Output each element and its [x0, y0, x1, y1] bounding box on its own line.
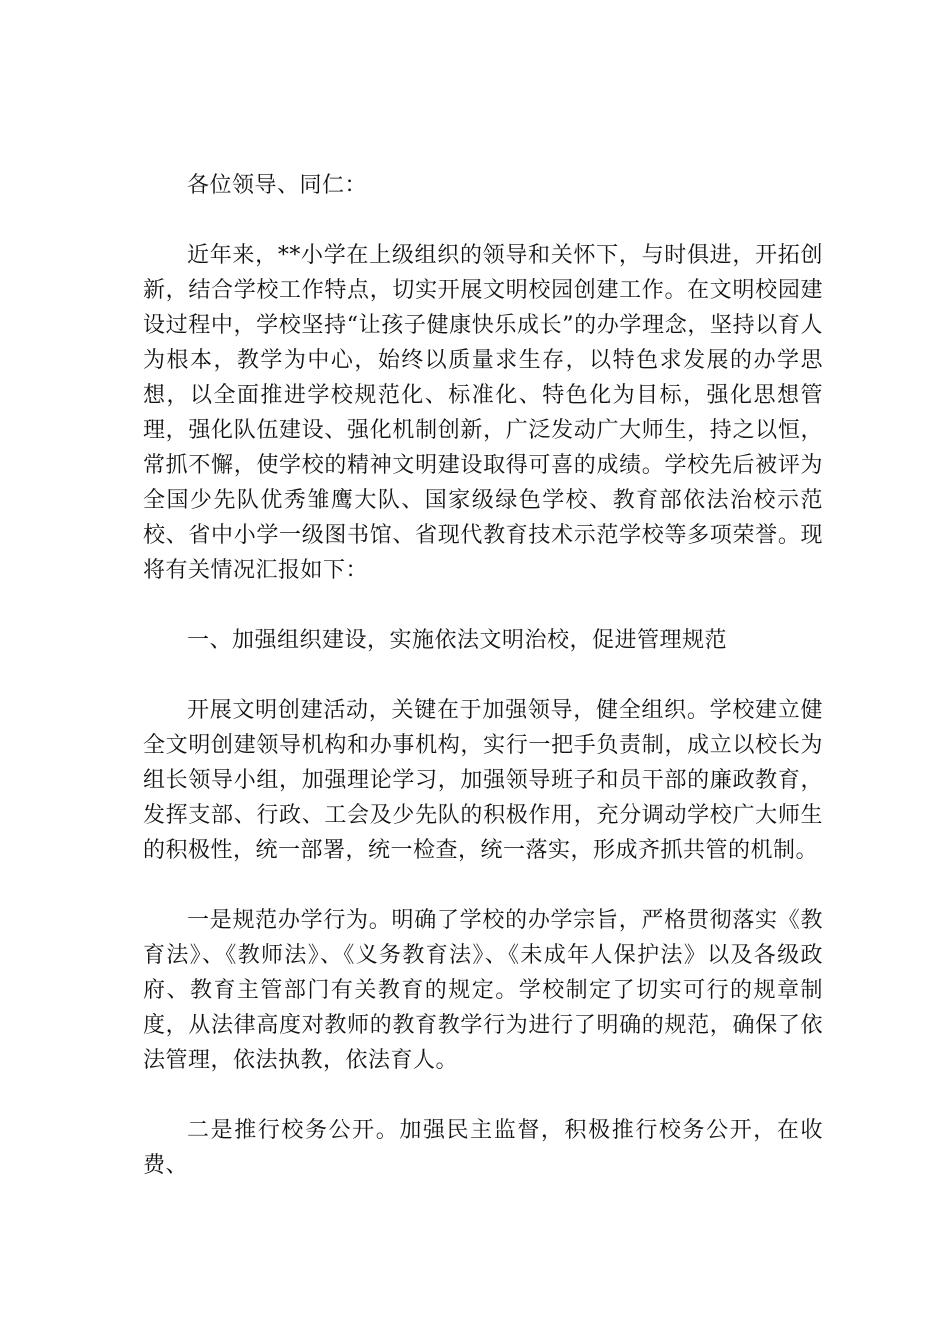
- section-paragraph: 开展文明创建活动，关键在于加强领导，健全组织。学校建立健全文明创建领导机构和办事机构，实行一把手负责制，成立以校长为组长领导小组，加强理论学习，加强领导班子和员干部的廉政教育，发挥支部、行政、工会及少先队的积极作用，充分调动学校广大师生的积极性，统一部署，统一检查，统一落实，形成齐抓共管的机制。: [143, 698, 823, 863]
- document-body: [143, 168, 823, 1218]
- section-heading: 一、加强组织建设，实施依法文明治校，促进管理规范: [187, 628, 728, 653]
- list-item-2: 二是推行校务公开。加强民主监督，积极推行校务公开，在收费、: [143, 1118, 823, 1178]
- intro-paragraph: 近年来，**小学在上级组织的领导和关怀下，与时俱进，开拓创新，结合学校工作特点，切实开展文明校园创建工作。在文明校园建设过程中，学校坚持“让孩子健康快乐成长”的办学理念，坚持以育人为根本，教学为中心，始终以质量求生存，以特色求发展的办学思想，以全面推进学校规范化、标准化、特色化为目标，强化思想管理，强化队伍建设、强化机制创新，广泛发动广大师生，持之以恒，常抓不懈，使学校的精神文明建设取得可喜的成绩。学校先后被评为全国少先队优秀雏鹰大队、国家级绿色学校、教育部依法治校示范校、省中小学一级图书馆、省现代教育技术示范学校等多项荣誉。现将有关情况汇报如下：: [143, 243, 823, 583]
- list-item-1: 一是规范办学行为。明确了学校的办学宗旨，严格贯彻落实《教育法》、《教师法》、《义务教育法》、《未成年人保护法》以及各级政府、教育主管部门有关教育的规定。学校制定了切实可行的规章制度，从法律高度对教师的教育教学行为进行了明确的规范，确保了依法管理，依法执教，依法育人。: [143, 908, 823, 1073]
- salutation: 各位领导、同仁：: [187, 173, 368, 198]
